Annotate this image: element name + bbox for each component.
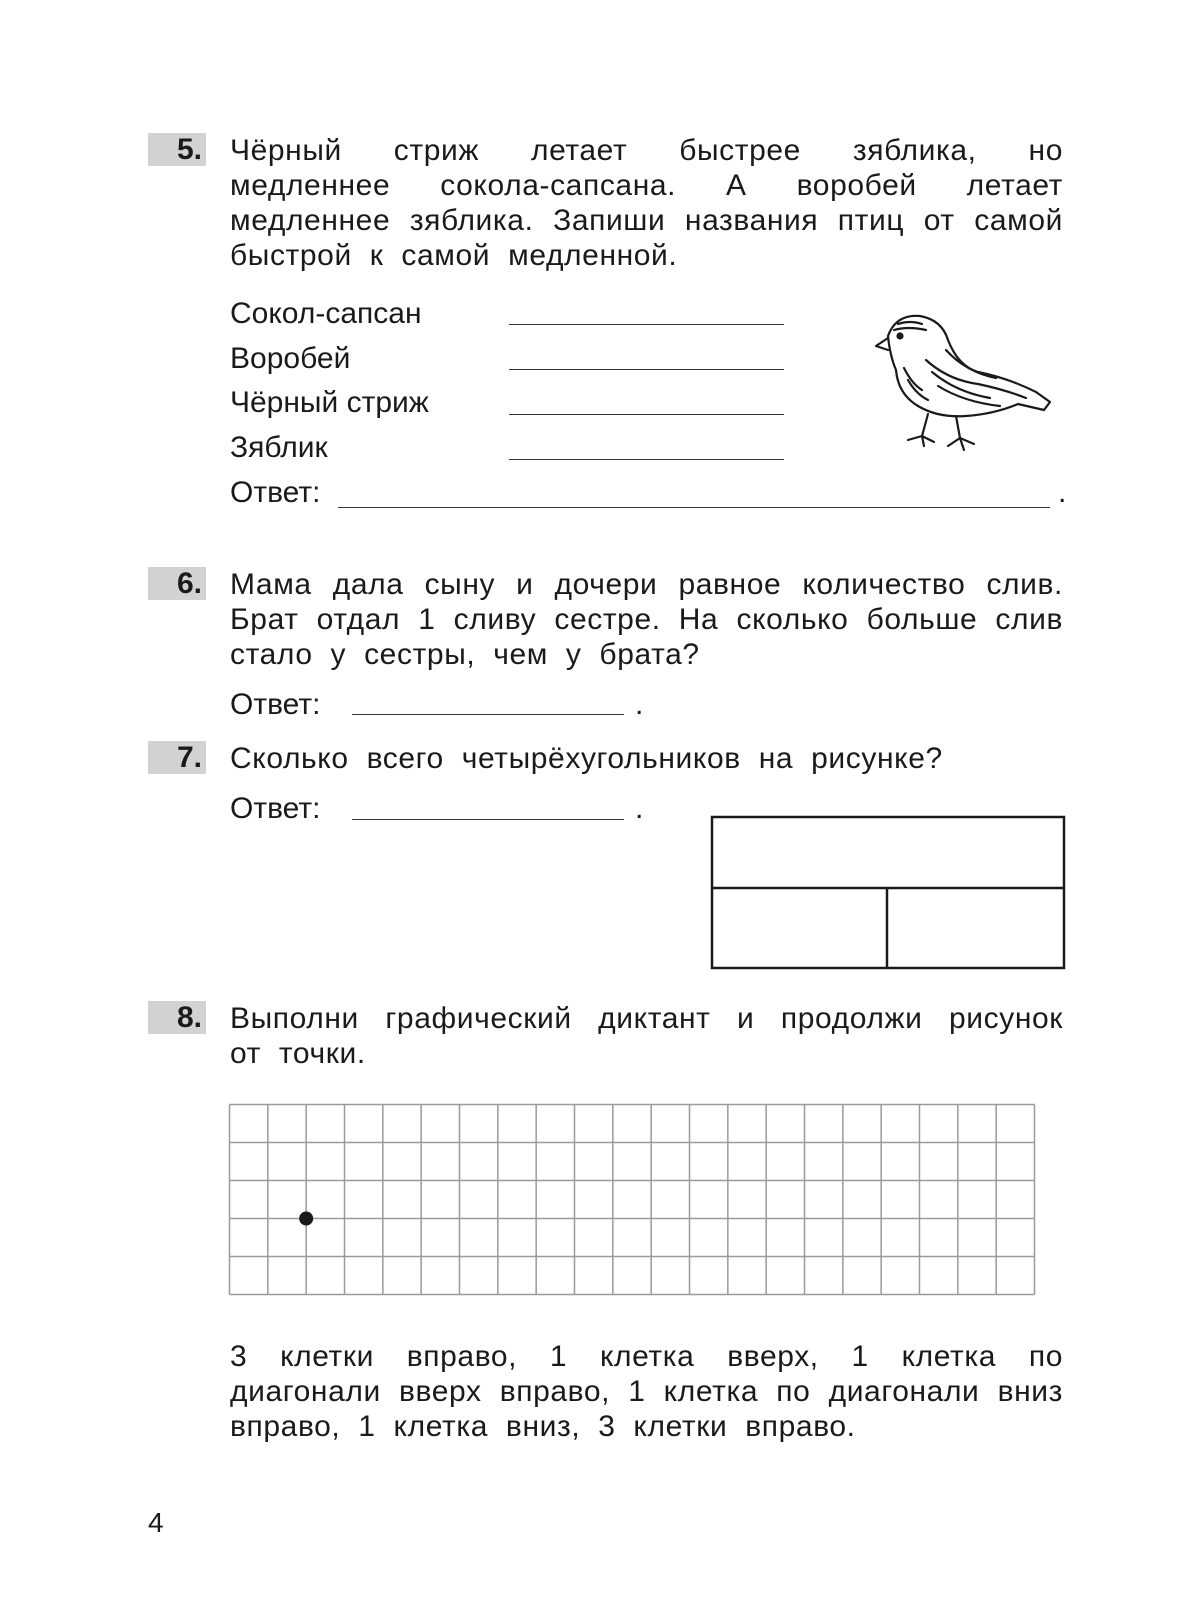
start-dot bbox=[299, 1212, 313, 1226]
task-5-answer-line[interactable] bbox=[338, 507, 1050, 508]
task-6-answer-label: Ответ: bbox=[230, 688, 321, 721]
bird-name-chaffinch: Зяблик bbox=[230, 431, 328, 464]
sparrow-illustration bbox=[868, 310, 1058, 462]
quadrilaterals-figure bbox=[710, 815, 1066, 970]
task-5-text: Чёрный стриж летает быстрее зяблика, но медленнее сокола-сапсана. А воробей летает медленнее зяблика. Запиши названия птиц от самой быстрой к самой медленной. bbox=[230, 134, 1063, 272]
task-number-6: 6. bbox=[148, 567, 206, 600]
bird-order-line-3[interactable] bbox=[509, 414, 784, 415]
task-8-text: Выполни графический диктант и продолжи рисунок от точки. bbox=[230, 1002, 1063, 1070]
task-7-answer-period: . bbox=[635, 792, 644, 825]
task-number-8: 8. bbox=[148, 1001, 206, 1034]
bird-name-peregrine: Сокол-сапсан bbox=[230, 297, 422, 330]
task-6-answer-line[interactable] bbox=[352, 714, 624, 715]
task-6-answer-period: . bbox=[635, 688, 644, 721]
task-5-answer-label: Ответ: bbox=[230, 476, 321, 509]
task-8-instructions: 3 клетки вправо, 1 клетка вверх, 1 клетка по диагонали вверх вправо, 1 клетка по диагонали вниз вправо, 1 клетка вниз, 3 клетки вправо. bbox=[230, 1340, 1063, 1443]
task-6-text: Мама дала сыну и дочери равное количество слив. Брат отдал 1 сливу сестре. На сколько больше слив стало у сестры, чем у брата? bbox=[230, 568, 1063, 671]
bird-order-line-4[interactable] bbox=[509, 459, 784, 460]
task-number-5: 5. bbox=[148, 133, 206, 166]
bird-order-line-2[interactable] bbox=[509, 369, 784, 370]
task-5-answer-period: . bbox=[1058, 476, 1067, 509]
bird-name-sparrow: Воробей bbox=[230, 342, 351, 375]
bird-order-line-1[interactable] bbox=[509, 324, 784, 325]
page-number: 4 bbox=[148, 1507, 164, 1538]
task-7-answer-line[interactable] bbox=[352, 819, 624, 820]
task-number-7: 7. bbox=[148, 741, 206, 774]
task-7-answer-label: Ответ: bbox=[230, 792, 321, 825]
graphic-dictation-grid[interactable] bbox=[228, 1103, 1036, 1296]
task-7-text: Сколько всего четырёхугольников на рисунке? bbox=[230, 742, 943, 775]
bird-name-swift: Чёрный стриж bbox=[230, 386, 429, 419]
